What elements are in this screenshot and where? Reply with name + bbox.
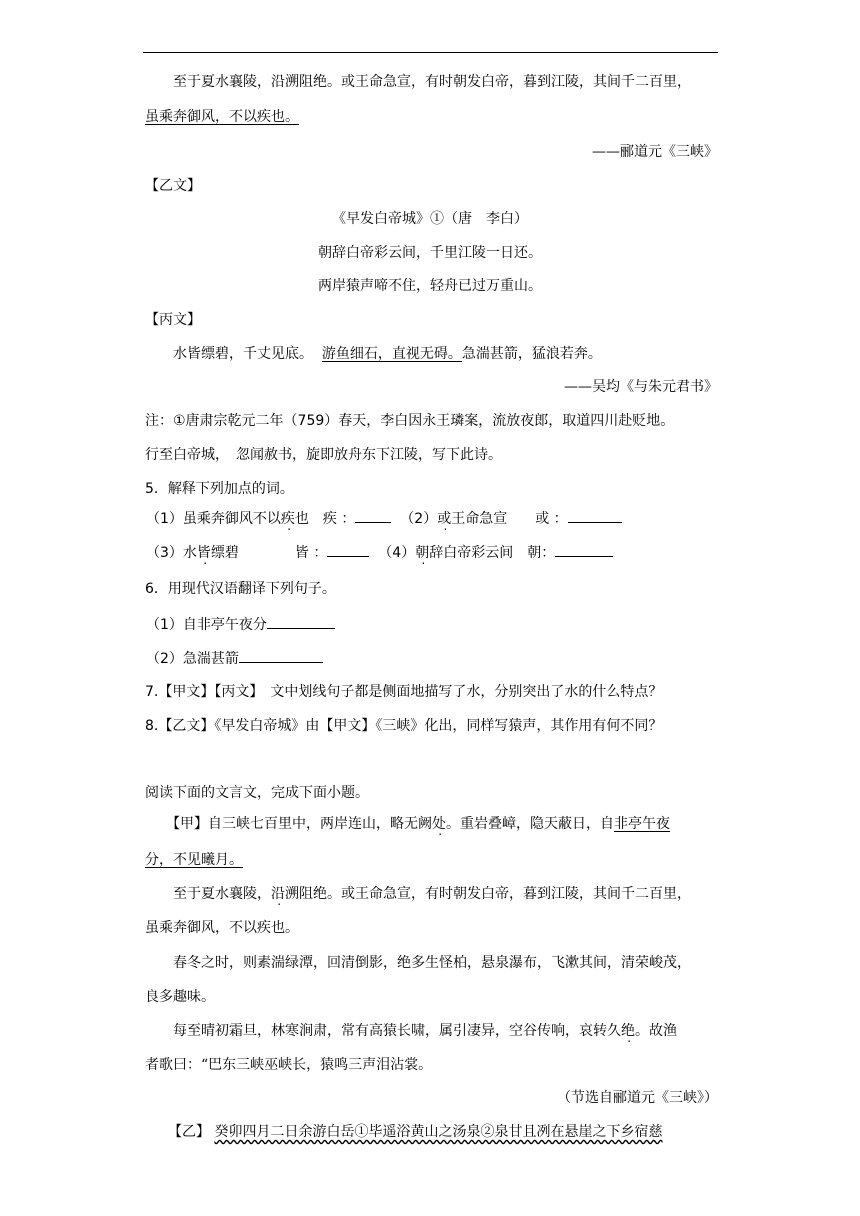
bing-underlined: 游鱼细石，直视无碍。 [321, 346, 462, 362]
yi2-wavy-text: 癸卯四月二日余游白岳①毕遥浴黄山之汤泉②泉甘且冽在悬崖之下乡宿慈 [214, 1124, 663, 1140]
dotted-char: 疾 [280, 511, 295, 527]
answer-blank[interactable] [355, 508, 391, 523]
jia2-source: （节选自郦道元《三峡》） [557, 1090, 718, 1106]
q5-row2: （3）水皆缥碧 皆 ： （4）朝辞白帝彩云间 朝： [146, 542, 613, 563]
yi2-line [168, 1122, 662, 1142]
answer-blank[interactable] [568, 508, 622, 523]
dotted-char: 皆 [196, 545, 211, 561]
bing-part-a: 水皆缥碧，千丈见底。 [173, 346, 313, 362]
jia2-line8: 者歌曰：“巴东三峡巫峡长，猿鸣三声泪沾裳。 [145, 1057, 433, 1073]
jia2-line3: 至于夏水襄陵，沿溯阻绝。或王命急宣，有时朝发白帝，暮到江陵，其间千二百里， [173, 886, 691, 902]
jia1-underlined: 虽乘奔御风，不以疾也。 [145, 109, 299, 125]
bing-part-b: 急湍甚箭，猛浪若奔。 [461, 346, 602, 362]
q5-row1: （1）虽乘奔御风不以疾也 疾 ： （2）或王命急宣 或 ： [146, 508, 622, 529]
dotted-char: 或 [437, 511, 452, 527]
dotted-char: 处 [432, 816, 446, 832]
q7: 7.【甲文】【丙文】 文中划线句子都是侧面地描写了水，分别突出了水的什么特点？ [145, 684, 663, 700]
q6-item2: （2）急湍甚箭 [146, 648, 323, 669]
poem-line1: 朝辞白帝彩云间，千里江陵一日还。 [318, 245, 542, 261]
dotted-char: 朝 [415, 545, 430, 561]
dotted-char: 沿 [271, 886, 285, 902]
note-line2: 行至白帝城， 忽闻赦书，旋即放舟东下江陵，写下此诗。 [145, 447, 502, 463]
jia2-underlined: 分，不见曦月。 [145, 852, 243, 868]
top-rule [143, 52, 718, 53]
jia2-line5: 春冬之时，则素湍绿潭，回清倒影，绝多生怪柏，悬泉瀑布，飞漱其间，清荣峻茂， [173, 955, 691, 971]
jia2-line4: 虽乘奔御风，不以疾也。 [145, 920, 299, 936]
jia2-line6: 良多趣味。 [145, 989, 215, 1005]
q6-item1: （1）自非亭午夜分 [146, 614, 335, 635]
answer-blank[interactable] [239, 648, 323, 663]
jia2-line2 [145, 850, 243, 870]
q8: 8.【乙文】《早发白帝城》由【甲文】《三峡》化出，同样写猿声，其作用有何不同？ [145, 718, 663, 734]
yi2-label: 【乙】 [168, 1124, 210, 1140]
yi-label: 【乙文】 [145, 178, 201, 194]
poem-line2: 两岸猿声啼不住，轻舟已过万重山。 [318, 278, 542, 294]
answer-blank[interactable] [327, 542, 369, 557]
answer-blank[interactable] [555, 542, 613, 557]
jia2-line1: 【甲】自三峡七百里中，两岸连山，略无阙处。重岩叠嶂，隐天蔽日，自非亭午夜 [166, 816, 670, 832]
jia1-line1: 至于夏水襄陵，沿溯阻绝。或王命急宣，有时朝发白帝，暮到江陵，其间千二百里， [173, 74, 691, 90]
bing-source: ——吴均《与朱元君书》 [564, 379, 718, 395]
q5-title: 5．解释下列加点的词。 [145, 481, 294, 497]
reading-instruction: 阅读下面的文言文，完成下面小题。 [145, 785, 369, 801]
dotted-char: 绝 [621, 1023, 635, 1039]
q6-title: 6．用现代汉语翻译下列句子。 [145, 581, 336, 597]
note-line1: 注：①唐肃宗乾元二年（759）春天，李白因永王璘案，流放夜郎，取道四川赴贬地。 [145, 413, 675, 429]
jia2-underlined: 非亭午夜 [614, 816, 670, 832]
bing-text [173, 344, 602, 364]
poem-title: 《早发白帝城》①（唐 李白） [332, 211, 528, 227]
jia1-source: ——郦道元《三峡》 [592, 144, 718, 160]
bing-label: 【丙文】 [145, 312, 201, 328]
jia1-line2 [145, 107, 299, 127]
jia2-line7: 每至晴初霜旦，林寒涧肃，常有高猿长啸，属引凄异，空谷传响，哀转久绝。故渔 [173, 1023, 677, 1039]
answer-blank[interactable] [267, 614, 335, 629]
